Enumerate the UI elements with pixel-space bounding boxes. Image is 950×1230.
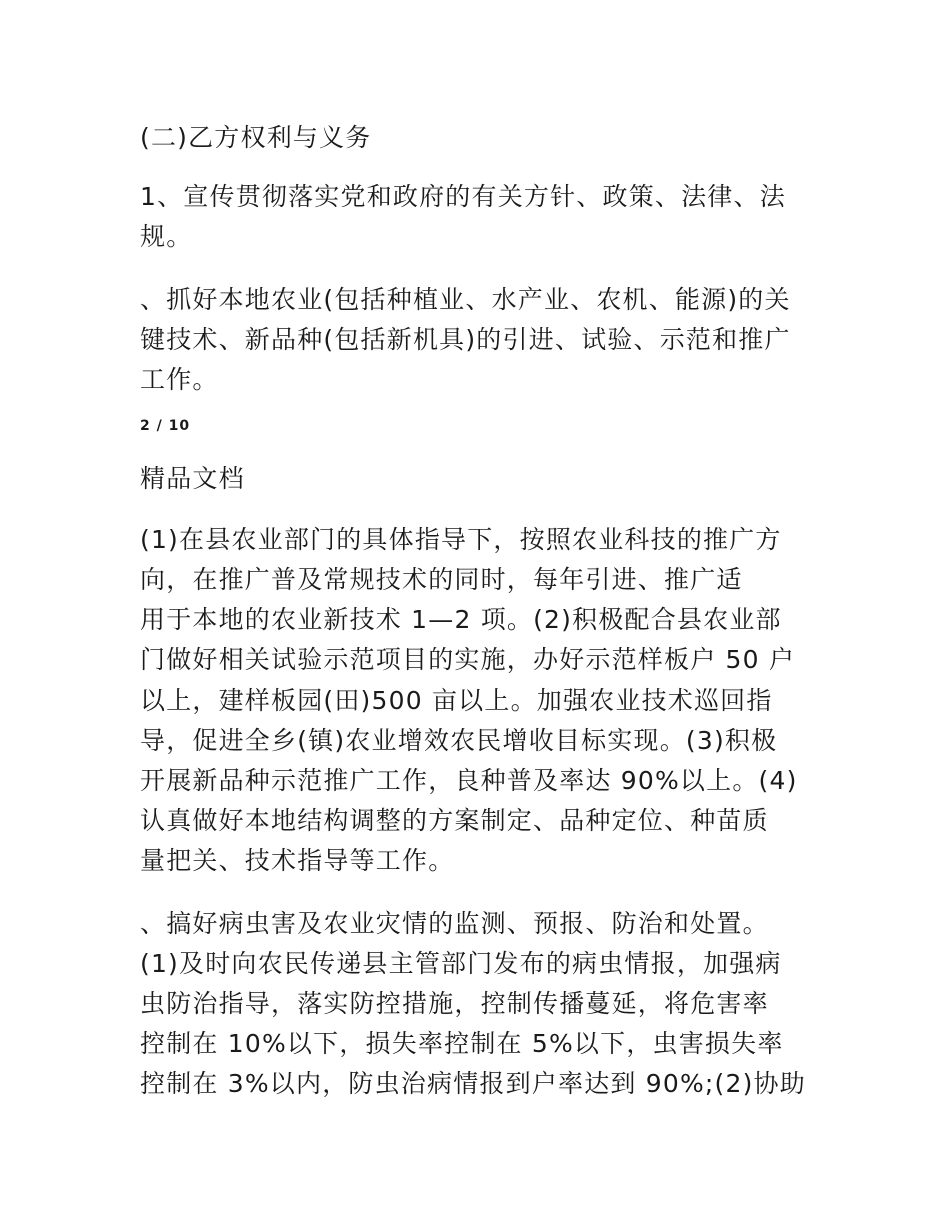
paragraph2-line-3: 虫防治指导，落实防控措施，控制传播蔓延，将危害率 [140, 989, 769, 1018]
item2-line-2: 键技术、新品种(包括新机具)的引进、试验、示范和推广 [140, 325, 791, 354]
watermark-title: 精品文档 [140, 464, 245, 493]
paragraph1-line-7: 开展新品种示范推广工作，良种普及率达 90%以上。(4) [140, 766, 798, 795]
paragraph1-line-4: 门做好相关试验示范项目的实施，办好示范样板户 50 户 [140, 645, 796, 674]
paragraph2-line-5: 控制在 3%以内，防虫治病情报到户率达到 90%;(2)协助 [140, 1069, 806, 1098]
paragraph2-line-1: 、搞好病虫害及农业灾情的监测、预报、防治和处置。 [140, 909, 769, 938]
section-heading: (二)乙方权利与义务 [140, 123, 372, 152]
item1-line-1: 1、宣传贯彻落实党和政府的有关方针、政策、法律、法 [140, 182, 786, 211]
paragraph1-line-9: 量把关、技术指导等工作。 [140, 846, 455, 875]
paragraph1-line-5: 以上，建样板园(田)500 亩以上。加强农业技术巡回指 [140, 686, 773, 715]
page-number: 2 / 10 [140, 418, 191, 434]
paragraph1-line-3: 用于本地的农业新技术 1—2 项。(2)积极配合县农业部 [140, 605, 782, 634]
paragraph2-line-2: (1)及时向农民传递县主管部门发布的病虫情报，加强病 [140, 949, 782, 978]
item2-line-1: 、抓好本地农业(包括种植业、水产业、农机、能源)的关 [140, 285, 791, 314]
paragraph1-line-2: 向，在推广普及常规技术的同时，每年引进、推广适 [140, 565, 743, 594]
paragraph1-line-1: (1)在县农业部门的具体指导下，按照农业科技的推广方 [140, 525, 782, 554]
paragraph1-line-6: 导，促进全乡(镇)农业增效农民增收目标实现。(3)积极 [140, 726, 778, 755]
paragraph1-line-8: 认真做好本地结构调整的方案制定、品种定位、种苗质 [140, 806, 769, 835]
item1-line-2: 规。 [140, 222, 193, 251]
paragraph2-line-4: 控制在 10%以下，损失率控制在 5%以下，虫害损失率 [140, 1029, 784, 1058]
item2-line-3: 工作。 [140, 365, 219, 394]
